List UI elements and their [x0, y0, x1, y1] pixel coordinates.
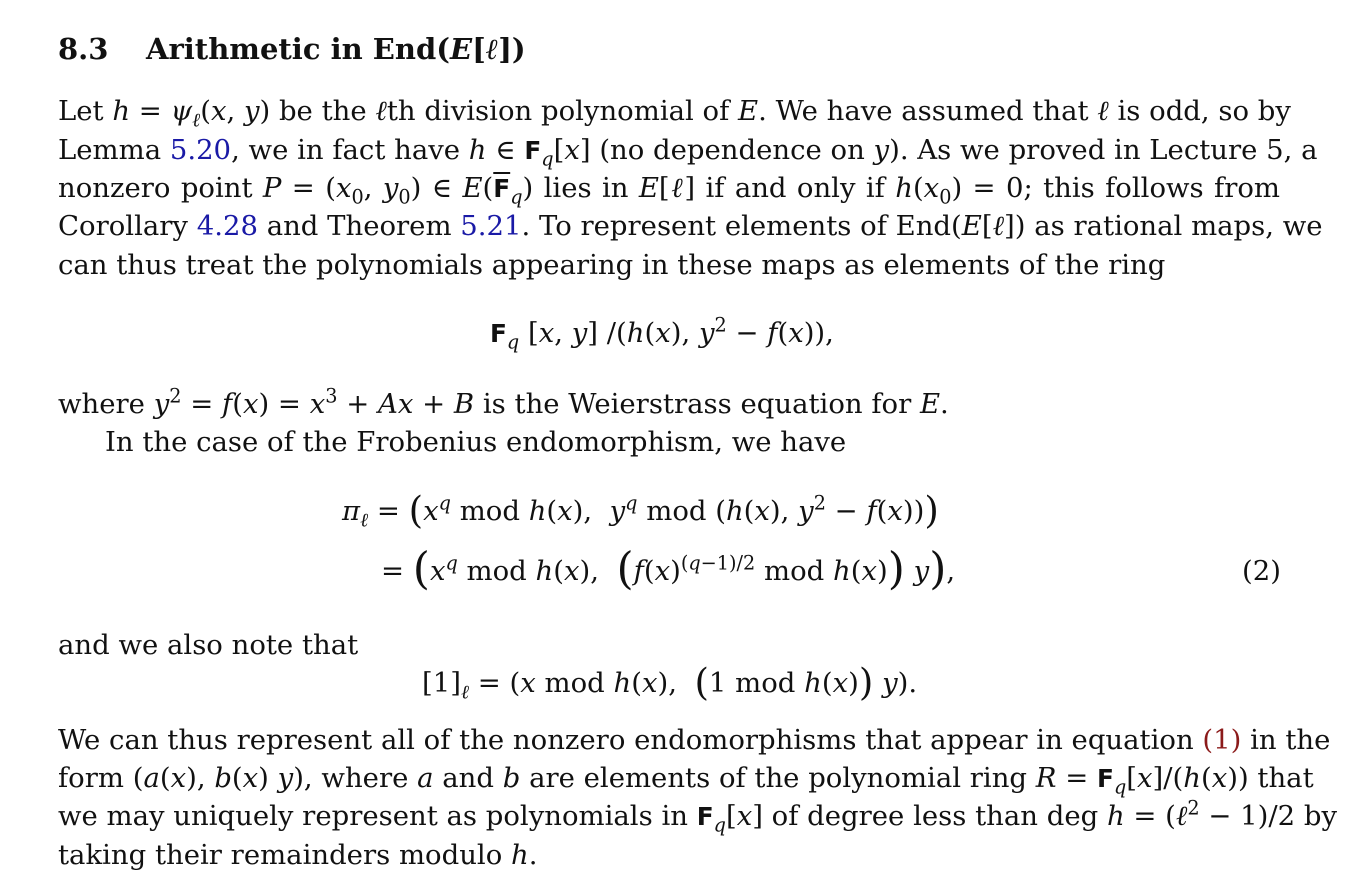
theorem-link[interactable]: 5.21 — [460, 210, 522, 242]
paragraph-2-line-1: where $y^2 = f(x) = x^3 + Ax + B$ is the Weierstrass equation for E. — [58, 384, 949, 420]
section-heading — [58, 32, 526, 67]
corollary-link[interactable]: 4.28 — [196, 210, 258, 242]
paragraph-4-line-4: taking their remainders modulo h. — [58, 839, 538, 871]
paragraph-1-line-1: Let $h = \psi_\ell(x$, y) be the ℓth division polynomial of E. We have assumed that ℓ is odd, so by — [58, 95, 1291, 132]
paragraph-1-line-5: can thus treat the polynomials appearing in these maps as elements of the ring — [58, 249, 1166, 281]
section-title: Arithmetic in End(E[ℓ]) — [146, 32, 526, 66]
frobenius-row-2: = ($x^q$ mod h(x), ($f(x)^{(q-1)/2}$ mod h(x)) y), — [381, 543, 956, 595]
display-identity: $[1]_\ell = (x$ mod h(x), (1 mod h(x)) y). — [422, 660, 918, 704]
paragraph-4-line-1: We can thus represent all of the nonzero endomorphisms that appear in equation (1) in the — [58, 724, 1331, 756]
paragraph-1-line-3: nonzero point $P = (x_0$, $y_0$) ∈ $E(\overline{F}_q)$ lies in E[ℓ] if and only if $h(x_0) = 0$; this follows from — [58, 172, 1280, 209]
equation-1-link[interactable]: (1) — [1202, 724, 1242, 756]
paragraph-4-line-3: we may uniquely represent as polynomials in $F_q[x]$ of degree less than deg h = (ℓ$^2$ − 1)/2 by — [58, 796, 1338, 837]
paragraph-2-line-2: In the case of the Frobenius endomorphism, we have — [105, 426, 847, 458]
paragraph-1-line-2: Lemma 5.20, we in fact have h ∈ $F_q[x]$ (no dependence on y). As we proved in Lecture 5, a — [58, 134, 1318, 171]
paragraph-3-line-1: and we also note that — [58, 629, 359, 661]
display-ring: $F_q$ [x, y] /(h(x), $y^2 - f(x)$), — [490, 313, 834, 354]
equation-number: (2) — [1242, 555, 1281, 587]
frobenius-row-1: $\pi_\ell = (x^q$ mod h(x), $y^q$ mod (h(x), $y^2 - f(x)$)) — [342, 488, 939, 532]
paragraph-1-line-4: Corollary 4.28 and Theorem 5.21. To represent elements of End(E[ℓ]) as rational maps, we — [58, 210, 1323, 242]
section-number: 8.3 — [58, 32, 109, 66]
paragraph-4-line-2: form (a(x), b(x) y), where a and b are elements of the polynomial ring $R = F_q[x]/(h(x))$ that — [58, 762, 1314, 799]
lemma-link[interactable]: 5.20 — [169, 134, 232, 166]
